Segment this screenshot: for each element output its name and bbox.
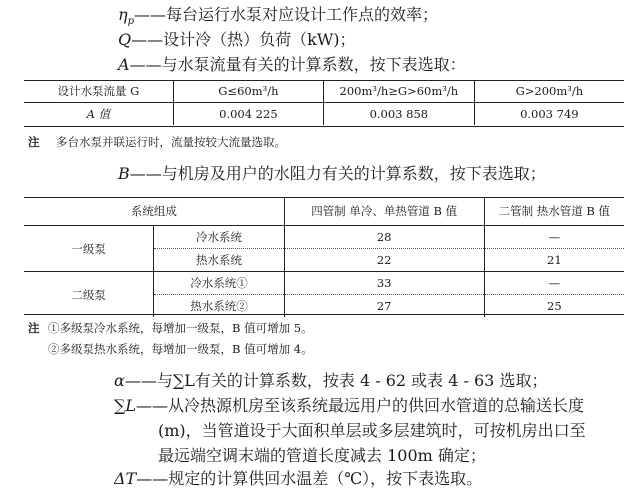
sigma-l-symbol: ∑L <box>114 396 137 415</box>
table-a-value-1: 0.004 225 <box>173 103 323 126</box>
row-four: 28 <box>284 226 484 249</box>
def-alpha <box>114 368 547 391</box>
delta-t-symbol: ΔT <box>114 469 137 488</box>
table-row <box>24 226 624 249</box>
note-b-line-1: ①多级泵冷水系统，每增加一级泵，B 值可增加 5。 <box>48 321 313 335</box>
table-row <box>24 272 624 295</box>
def-b <box>118 161 546 184</box>
table-a-col-3: G>200m³/h <box>474 80 624 103</box>
table-b <box>24 197 624 317</box>
table-a-value-2: 0.003 858 <box>323 103 474 126</box>
eta-symbol: η <box>118 5 128 24</box>
row-four: 22 <box>284 249 484 272</box>
a-symbol: A <box>118 55 130 74</box>
table-b-col-four-pipe: 四管制 单冷、单热管道 B 值 <box>284 197 484 226</box>
b-text: ——与机房及用户的水阻力有关的计算系数，按下表选取； <box>129 164 546 183</box>
q-symbol: Q <box>118 30 132 49</box>
group-name-2: 二级泵 <box>24 272 154 318</box>
row-four: 33 <box>284 272 484 295</box>
q-text: ——设计冷（热）负荷（kW)； <box>131 30 356 49</box>
eta-subscript: p <box>127 16 134 28</box>
table-a-value-3: 0.003 749 <box>474 103 624 126</box>
note-b-line-2: ②多级泵热水系统，每增加一级泵，B 值可增加 4。 <box>48 342 313 356</box>
table-a-row-label: A 值 <box>86 107 111 121</box>
row-two: — <box>484 226 624 249</box>
row-two: — <box>484 272 624 295</box>
row-four: 27 <box>284 295 484 318</box>
row-sub: 冷水系统 <box>195 230 242 244</box>
def-sigma-l <box>114 393 584 416</box>
a-text: ——与水泵流量有关的计算系数，按下表选取： <box>129 55 466 74</box>
def-a <box>118 52 466 75</box>
table-b-col-system: 系统组成 <box>130 204 177 218</box>
table-b-header <box>24 197 624 226</box>
def-q <box>118 27 356 50</box>
sigma-l-line-1: ——从冷热源机房至该系统最远用户的供回水管道的总输送长度 <box>136 396 585 415</box>
table-a-col-2: 200m³/h≥G>60m³/h <box>323 80 474 103</box>
alpha-symbol: α <box>114 371 125 390</box>
def-eta <box>118 2 438 27</box>
table-b-col-two-pipe: 二管制 热水管道 B 值 <box>484 197 624 226</box>
eta-text: ——每台运行水泵对应设计工作点的效率； <box>134 5 439 24</box>
table-a-row <box>24 103 624 126</box>
row-sub: 冷水系统① <box>190 276 248 290</box>
delta-t-text: ——规定的计算供回水温差（℃），按下表选取。 <box>136 469 483 488</box>
b-symbol: B <box>118 164 130 183</box>
table-a-header <box>24 80 624 103</box>
table-a-col-head: 设计水泵流量 G <box>57 84 140 98</box>
row-two: 25 <box>484 295 624 318</box>
def-sigma-l-line-3: 最远端空调末端的管道长度减去 100m 确定； <box>158 446 486 465</box>
group-name-1: 一级泵 <box>24 226 154 272</box>
table-a <box>24 80 624 125</box>
note-a-text: 多台水泵并联运行时，流量按较大流量选取。 <box>56 135 286 149</box>
alpha-text: ——与∑L有关的计算系数，按表 4 - 62 或表 4 - 63 选取； <box>124 371 548 390</box>
note-b-label: 注 <box>28 321 40 335</box>
def-delta-t <box>114 466 482 489</box>
table-a-col-1: G≤60m³/h <box>173 80 323 103</box>
def-sigma-l-line-2: (m)，当管道设于大面积单层或多层建筑时，可按机房出口至 <box>158 421 586 440</box>
row-two: 21 <box>484 249 624 272</box>
note-a-label: 注 <box>28 135 40 149</box>
row-sub: 热水系统 <box>154 249 284 272</box>
row-sub: 热水系统② <box>154 295 284 318</box>
